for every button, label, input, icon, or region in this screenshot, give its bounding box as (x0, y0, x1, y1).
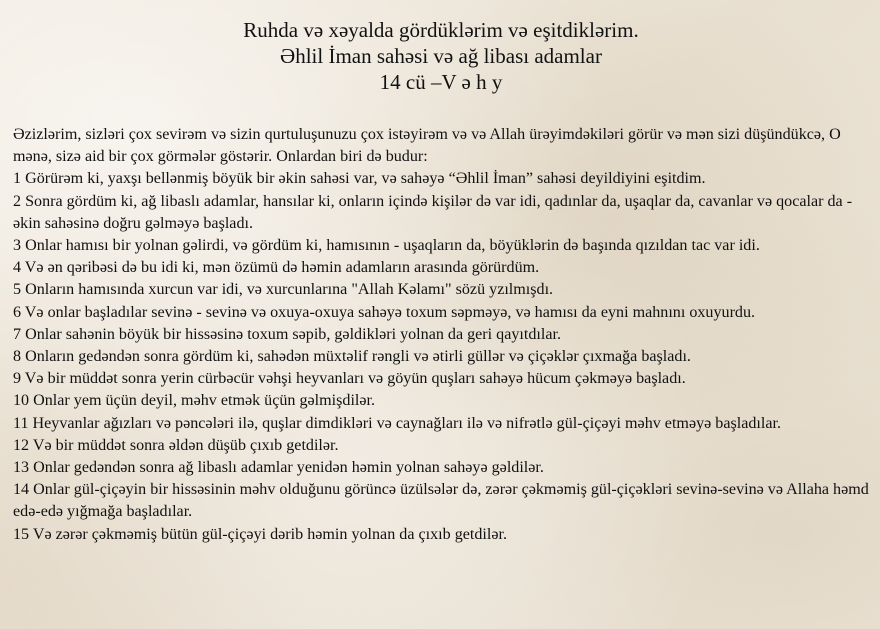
document-subtitle: Əhlil İman sahəsi və ağ libası adamlar (280, 44, 602, 68)
verse-7: 7 Onlar sahənin böyük bir hissəsinə toxum səpib, gəldikləri yolnan da geri qayıtdılar. (13, 325, 561, 343)
verse-13: 13 Onlar gedəndən sonra ağ libaslı adamlar yenidən həmin yolnan sahəyə gəldilər. (13, 459, 544, 477)
document-header (0, 17, 880, 95)
document-title: Ruhda və xəyalda gördüklərim və eşitdiklərim. (243, 18, 639, 42)
document-body (13, 124, 875, 546)
verse-9: 9 Və bir müddət sonra yerin cürbəcür vəhşi heyvanları və göyün quşları sahəyə hücum çəkməyə başladı. (13, 370, 686, 388)
verse-4: 4 Və ən qəribəsi də bu idi ki, mən özümü də həmin adamların arasında görürdüm. (13, 259, 540, 277)
verse-10: 10 Onlar yem üçün deyil, məhv etmək üçün gəlmişdilər. (13, 392, 376, 410)
document-chapter: 14 cü –V ə h y (379, 70, 503, 94)
verse-3: 3 Onlar hamısı bir yolnan gəlirdi, və gördüm ki, hamısının - uşaqların da, böyüklərin də başında qızıldan tac var idi. (13, 237, 760, 255)
verse-2: 2 Sonra gördüm ki, ağ libaslı adamlar, hansılar ki, onların içində kişilər də var idi, qadınlar da, uşaqlar da, cavanlar və qocalar da - əkin sahəsinə doğru gəlməyə başladı. (13, 192, 853, 232)
verse-15: 15 Və zərər çəkməmiş bütün gül-çiçəyi dərib həmin yolnan da çıxıb getdilər. (13, 525, 507, 543)
verse-8: 8 Onların gedəndən sonra gördüm ki, sahədən müxtəlif rəngli və ətirli güllər və çiçəklər çıxmağa başladı. (13, 348, 691, 366)
verse-11: 11 Heyvanlar ağızları və pəncələri ilə, quşlar dimdikləri və caynağları ilə və nifrətlə gül-çiçəyi məhv etməyə başladılar. (13, 414, 781, 432)
intro-paragraph: Əzizlərim, sizləri çox sevirəm və sizin qurtuluşunuzu çox istəyirəm və və Allah ürəyimdəkiləri görür və mən sizi düşündükcə, O mənə, sizə aid bir çox görmələr göstərir. Onlardan biri də budur: (13, 126, 841, 166)
verse-5: 5 Onların hamısında xurcun var idi, və xurcunlarına "Allah Kəlamı" sözü yzılmışdı. (13, 281, 554, 299)
verse-14: 14 Onlar gül-çiçəyin bir hissəsinin məhv olduğunu görüncə üzülsələr də, zərər çəkməmiş gül-çiçəkləri sevinə-sevinə və Allaha həmd edə-edə yığmağa başladılar. (13, 481, 869, 521)
verse-12: 12 Və bir müddət sonra əldən düşüb çıxıb getdilər. (13, 436, 339, 454)
verse-6: 6 Və onlar başladılar sevinə - sevinə və oxuya-oxuya sahəyə toxum səpməyə, və hamısı da eyni mahnını oxuyurdu. (13, 303, 756, 321)
verse-1: 1 Görürəm ki, yaxşı bellənmiş böyük bir əkin sahəsi var, və sahəyə “Əhlil İman” sahəsi deyildiyini eşitdim. (13, 170, 706, 188)
